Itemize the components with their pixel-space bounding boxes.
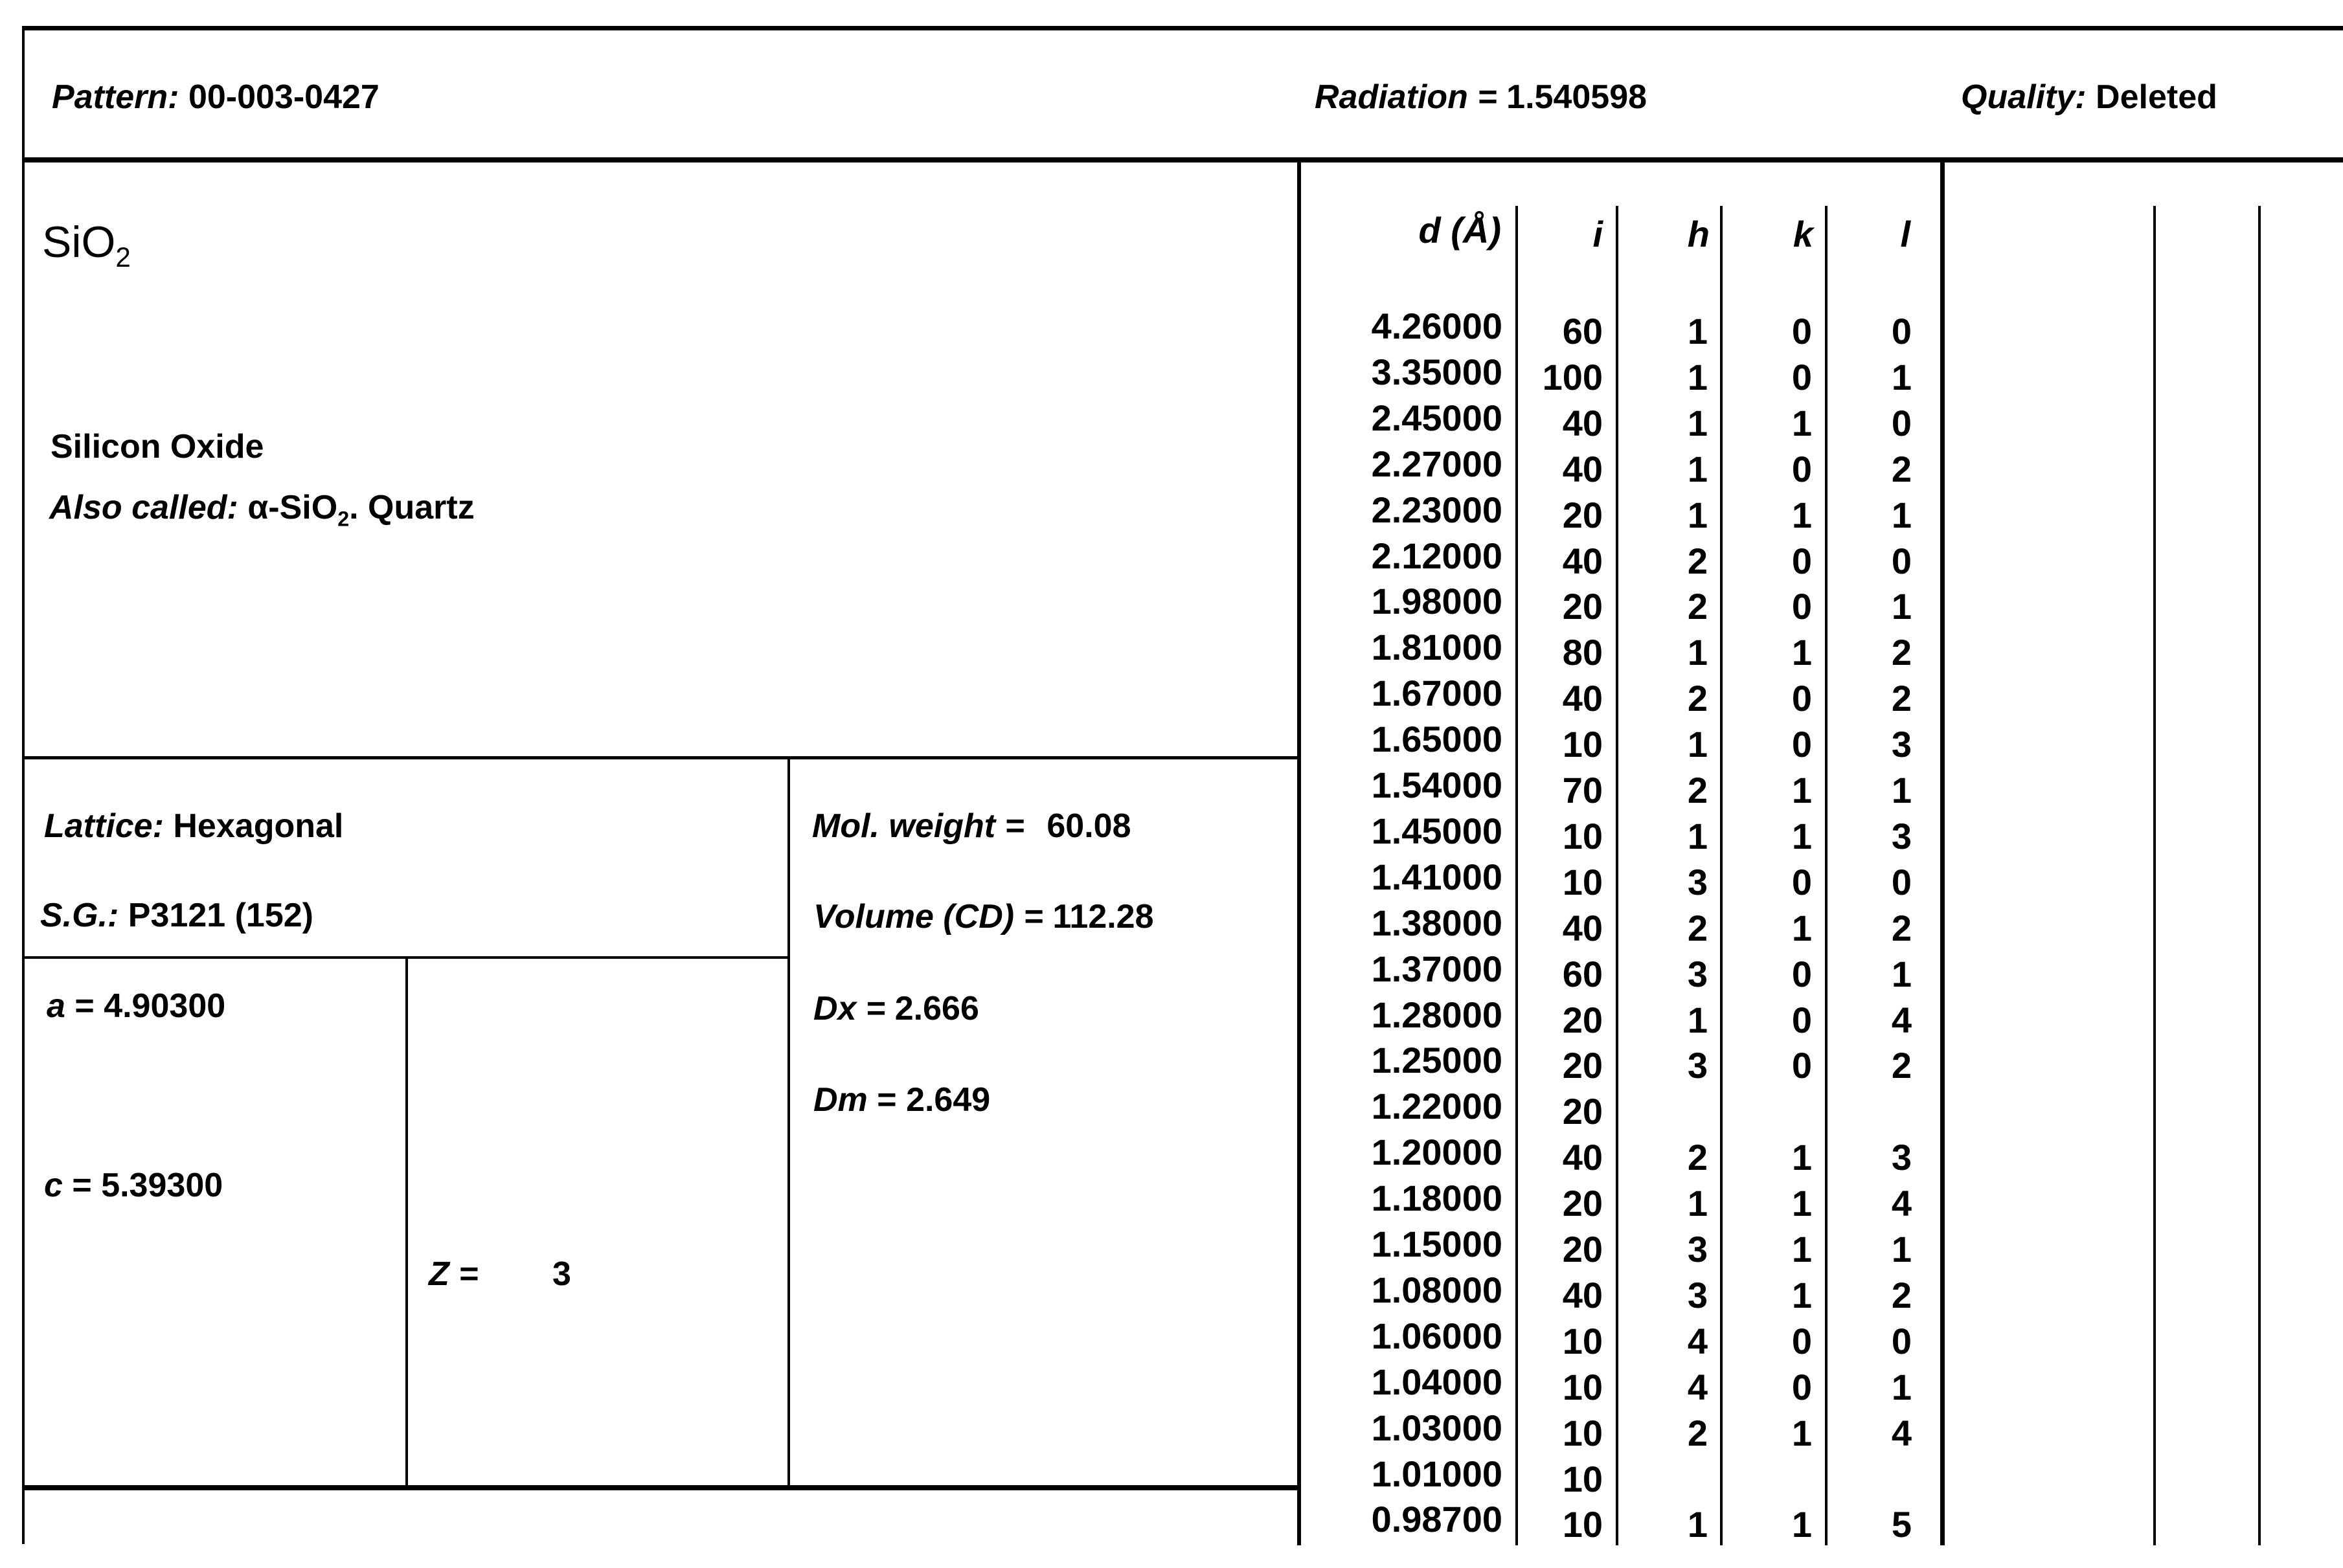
cell-i: 10 bbox=[1562, 815, 1603, 857]
cell-l: 0 bbox=[1891, 1320, 1912, 1361]
top-rule bbox=[23, 26, 2343, 30]
cell-k: 0 bbox=[1791, 540, 1812, 581]
cell-h: 4 bbox=[1687, 1366, 1708, 1407]
cell-k: 1 bbox=[1791, 1229, 1812, 1270]
dx-field: Dx = 2.666 bbox=[813, 990, 979, 1027]
cell-i: 10 bbox=[1562, 1366, 1603, 1407]
cell-i: 60 bbox=[1562, 953, 1603, 994]
cell-i: 10 bbox=[1562, 1320, 1603, 1361]
space-group-label: S.G.: bbox=[40, 897, 119, 934]
pattern-label: Pattern: bbox=[52, 78, 179, 116]
lattice-value: Hexagonal bbox=[173, 807, 344, 845]
col-sep-k bbox=[1825, 206, 1828, 1545]
also-called-label: Also called: bbox=[49, 489, 238, 526]
col-sep-i bbox=[1616, 206, 1618, 1545]
lattice-label: Lattice: bbox=[44, 807, 164, 845]
cell-k: 1 bbox=[1791, 1412, 1812, 1453]
cell-d: 0.98700 bbox=[1371, 1499, 1502, 1540]
cell-k: 1 bbox=[1791, 907, 1812, 948]
cell-k: 0 bbox=[1791, 861, 1812, 902]
cell-l: 1 bbox=[1891, 953, 1912, 994]
cell-h: 2 bbox=[1687, 1412, 1708, 1453]
lattice-field bbox=[44, 809, 343, 843]
cell-h: 3 bbox=[1687, 953, 1708, 994]
quality-label: Quality: bbox=[1961, 78, 2087, 116]
cell-h: 1 bbox=[1687, 999, 1708, 1040]
cell-d: 1.08000 bbox=[1371, 1269, 1502, 1310]
header-d: d (Å) bbox=[1418, 210, 1501, 251]
compound-name: Silicon Oxide bbox=[51, 428, 264, 465]
cell-l: 2 bbox=[1891, 632, 1912, 673]
cell-k: 1 bbox=[1791, 1274, 1812, 1316]
divider-right bbox=[1940, 160, 1945, 1545]
cell-d: 1.41000 bbox=[1371, 856, 1502, 897]
a-param: a = 4.90300 bbox=[47, 987, 226, 1025]
cell-i: 20 bbox=[1562, 1183, 1603, 1224]
cell-i: 40 bbox=[1562, 1274, 1603, 1316]
cell-i: 40 bbox=[1562, 907, 1603, 948]
dm-field: Dm = 2.649 bbox=[813, 1081, 991, 1119]
header-bottom-rule bbox=[23, 157, 2343, 162]
cell-h: 1 bbox=[1687, 1183, 1708, 1224]
cell-l: 3 bbox=[1891, 1137, 1912, 1178]
cell-h: 1 bbox=[1687, 1504, 1708, 1545]
left-border bbox=[22, 26, 25, 1544]
cell-l: 5 bbox=[1891, 1504, 1912, 1545]
cell-d: 1.03000 bbox=[1371, 1407, 1502, 1448]
left-bottom-rule bbox=[23, 1485, 1300, 1490]
header-k: k bbox=[1793, 214, 1813, 254]
header-h: h bbox=[1687, 214, 1710, 254]
cell-i: 10 bbox=[1562, 1458, 1603, 1499]
cell-i: 80 bbox=[1562, 632, 1603, 673]
cell-h: 2 bbox=[1687, 540, 1708, 581]
volume-field: Volume (CD) = 112.28 bbox=[813, 898, 1154, 935]
cell-l: 3 bbox=[1891, 815, 1912, 857]
pattern-field bbox=[52, 80, 379, 114]
cell-l: 4 bbox=[1891, 1412, 1912, 1453]
cell-l: 1 bbox=[1891, 770, 1912, 811]
divider-main bbox=[1297, 160, 1301, 1545]
cell-i: 40 bbox=[1562, 448, 1603, 489]
cell-k: 0 bbox=[1791, 311, 1812, 352]
cell-k: 0 bbox=[1791, 448, 1812, 489]
cell-i: 70 bbox=[1562, 770, 1603, 811]
radiation-label: Radiation = bbox=[1315, 78, 1497, 116]
cell-l: 2 bbox=[1891, 1045, 1912, 1086]
cell-h: 2 bbox=[1687, 678, 1708, 719]
cell-i: 60 bbox=[1562, 311, 1603, 352]
cell-d: 1.45000 bbox=[1371, 810, 1502, 851]
cell-k: 0 bbox=[1791, 356, 1812, 398]
cell-l: 0 bbox=[1891, 861, 1912, 902]
cell-d: 1.01000 bbox=[1371, 1453, 1502, 1494]
mol-weight-field: Mol. weight = 60.08 bbox=[812, 807, 1131, 845]
cell-d: 1.38000 bbox=[1371, 902, 1502, 943]
cell-d: 1.20000 bbox=[1371, 1132, 1502, 1173]
cell-i: 10 bbox=[1562, 724, 1603, 765]
cell-l: 1 bbox=[1891, 356, 1912, 398]
cell-l: 1 bbox=[1891, 1229, 1912, 1270]
cell-d: 4.26000 bbox=[1371, 306, 1502, 346]
cell-i: 40 bbox=[1562, 1137, 1603, 1178]
cell-l: 2 bbox=[1891, 1274, 1912, 1316]
cell-k: 0 bbox=[1791, 999, 1812, 1040]
chemical-formula: SiO$_2$ bbox=[42, 218, 131, 273]
cell-h: 1 bbox=[1687, 815, 1708, 857]
cell-k: 1 bbox=[1791, 1504, 1812, 1545]
cell-d: 1.98000 bbox=[1371, 581, 1502, 622]
cell-h: 1 bbox=[1687, 356, 1708, 398]
col-sep-h bbox=[1720, 206, 1723, 1545]
cell-l: 2 bbox=[1891, 907, 1912, 948]
cell-l: 2 bbox=[1891, 678, 1912, 719]
cell-l: 0 bbox=[1891, 540, 1912, 581]
cell-h: 3 bbox=[1687, 1274, 1708, 1316]
cell-h: 3 bbox=[1687, 1045, 1708, 1086]
cell-d: 1.25000 bbox=[1371, 1040, 1502, 1081]
cell-l: 4 bbox=[1891, 999, 1912, 1040]
cell-k: 0 bbox=[1791, 1320, 1812, 1361]
cell-i: 100 bbox=[1542, 356, 1603, 398]
cell-h: 2 bbox=[1687, 907, 1708, 948]
cell-l: 1 bbox=[1891, 494, 1912, 535]
col-sep-d bbox=[1515, 206, 1518, 1545]
cell-i: 40 bbox=[1562, 402, 1603, 443]
cell-h: 1 bbox=[1687, 402, 1708, 443]
cell-h: 3 bbox=[1687, 1229, 1708, 1270]
c-param: c = 5.39300 bbox=[44, 1167, 223, 1204]
cell-h: 4 bbox=[1687, 1320, 1708, 1361]
cell-d: 2.27000 bbox=[1371, 443, 1502, 484]
cell-d: 1.81000 bbox=[1371, 627, 1502, 668]
cell-i: 20 bbox=[1562, 1091, 1603, 1132]
cell-i: 10 bbox=[1562, 861, 1603, 902]
cell-i: 20 bbox=[1562, 1045, 1603, 1086]
cell-l: 0 bbox=[1891, 402, 1912, 443]
cell-k: 0 bbox=[1791, 1045, 1812, 1086]
quality-field bbox=[1961, 80, 2217, 114]
crystal-divider bbox=[787, 759, 790, 1489]
cell-d: 1.54000 bbox=[1371, 765, 1502, 805]
cell-k: 1 bbox=[1791, 494, 1812, 535]
space-group-field bbox=[40, 899, 313, 932]
cell-h: 1 bbox=[1687, 632, 1708, 673]
cell-h: 1 bbox=[1687, 311, 1708, 352]
cell-k: 0 bbox=[1791, 724, 1812, 765]
cell-h: 1 bbox=[1687, 448, 1708, 489]
cell-l: 2 bbox=[1891, 448, 1912, 489]
cell-h: 2 bbox=[1687, 586, 1708, 627]
cell-i: 40 bbox=[1562, 540, 1603, 581]
cell-k: 1 bbox=[1791, 402, 1812, 443]
cell-k: 1 bbox=[1791, 1137, 1812, 1178]
cell-h: 2 bbox=[1687, 1137, 1708, 1178]
also-called-value: α-SiO$_2$. Quartz bbox=[247, 489, 475, 531]
cell-k: 0 bbox=[1791, 1366, 1812, 1407]
header-i: i bbox=[1592, 214, 1603, 254]
divider-extra-1 bbox=[2153, 206, 2156, 1545]
cell-i: 10 bbox=[1562, 1504, 1603, 1545]
cell-d: 1.22000 bbox=[1371, 1086, 1502, 1127]
cell-k: 1 bbox=[1791, 632, 1812, 673]
cell-d: 1.04000 bbox=[1371, 1361, 1502, 1402]
cell-l: 3 bbox=[1891, 724, 1912, 765]
cell-i: 20 bbox=[1562, 586, 1603, 627]
pattern-value: 00-003-0427 bbox=[188, 78, 379, 116]
cell-h: 1 bbox=[1687, 494, 1708, 535]
cell-d: 1.67000 bbox=[1371, 673, 1502, 714]
cell-d: 2.23000 bbox=[1371, 489, 1502, 530]
cell-l: 4 bbox=[1891, 1183, 1912, 1224]
cell-k: 0 bbox=[1791, 586, 1812, 627]
cell-l: 1 bbox=[1891, 586, 1912, 627]
cell-d: 1.37000 bbox=[1371, 948, 1502, 989]
cell-i: 20 bbox=[1562, 1229, 1603, 1270]
cell-d: 1.18000 bbox=[1371, 1178, 1502, 1219]
cell-l: 0 bbox=[1891, 311, 1912, 352]
cell-h: 1 bbox=[1687, 724, 1708, 765]
radiation-field bbox=[1315, 80, 1647, 114]
cell-i: 10 bbox=[1562, 1412, 1603, 1453]
cell-d: 2.45000 bbox=[1371, 397, 1502, 438]
cell-k: 1 bbox=[1791, 770, 1812, 811]
space-group-value: P3121 (152) bbox=[128, 897, 313, 934]
cell-h: 2 bbox=[1687, 770, 1708, 811]
left-panel-split bbox=[23, 756, 1300, 759]
cell-k: 0 bbox=[1791, 678, 1812, 719]
cell-d: 3.35000 bbox=[1371, 351, 1502, 392]
cell-d: 1.28000 bbox=[1371, 994, 1502, 1035]
cell-d: 1.65000 bbox=[1371, 719, 1502, 760]
cell-params-divider bbox=[405, 958, 408, 1489]
divider-extra-2 bbox=[2258, 206, 2261, 1545]
cell-h: 3 bbox=[1687, 861, 1708, 902]
cell-d: 1.06000 bbox=[1371, 1315, 1502, 1356]
quality-value: Deleted bbox=[2096, 78, 2217, 116]
cell-k: 0 bbox=[1791, 953, 1812, 994]
cell-d: 2.12000 bbox=[1371, 535, 1502, 576]
cell-k: 1 bbox=[1791, 815, 1812, 857]
cell-k: 1 bbox=[1791, 1183, 1812, 1224]
also-called bbox=[49, 489, 475, 531]
header-l: l bbox=[1900, 214, 1910, 254]
cell-l: 1 bbox=[1891, 1366, 1912, 1407]
z-param: Z = 3 bbox=[429, 1255, 571, 1293]
cell-i: 20 bbox=[1562, 494, 1603, 535]
radiation-value: 1.540598 bbox=[1506, 78, 1647, 116]
cell-d: 1.15000 bbox=[1371, 1224, 1502, 1264]
cell-i: 20 bbox=[1562, 999, 1603, 1040]
cell-i: 40 bbox=[1562, 678, 1603, 719]
